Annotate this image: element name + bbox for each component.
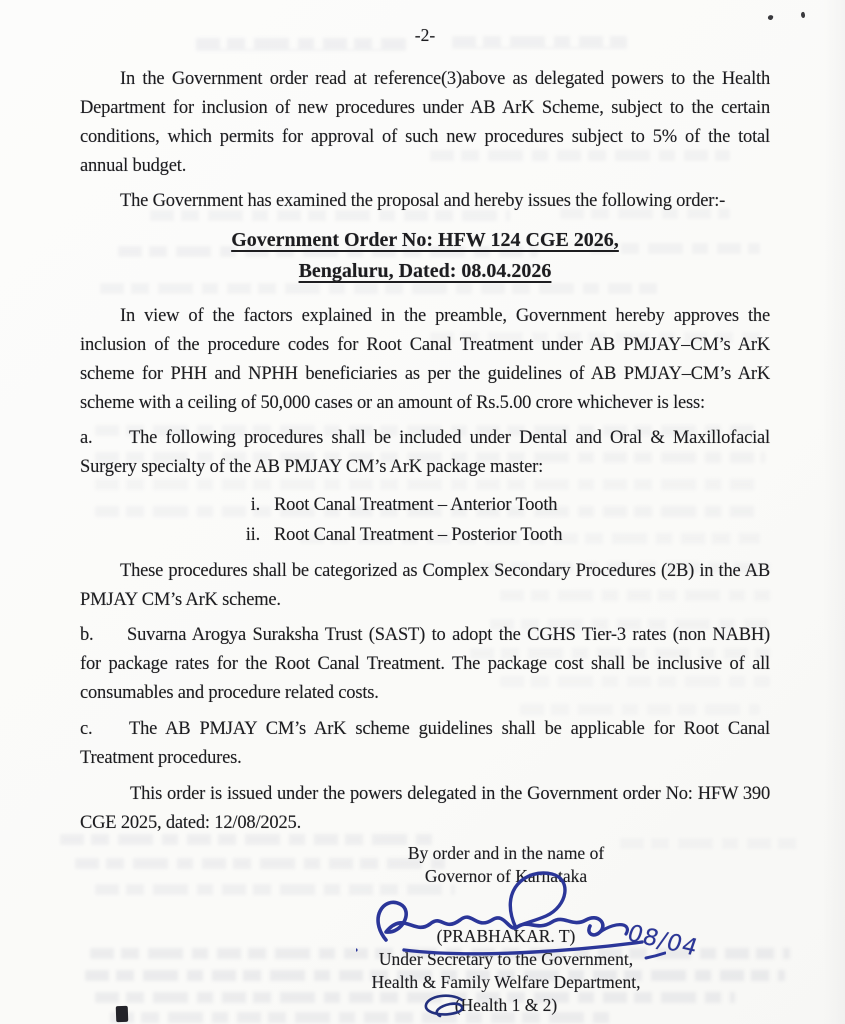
designation-line-1: Under Secretary to the Government,	[378, 949, 634, 969]
ink-speck	[800, 12, 805, 19]
signature-gap	[338, 888, 674, 925]
paragraph-categorized: These procedures shall be categorized as Complex Secondary Procedures (2B) in the AB PMJAY CM’s ArK scheme.	[80, 561, 770, 610]
order-number-line: Government Order No: HFW 124 CGE 2026,	[231, 229, 619, 251]
item-c	[80, 715, 770, 773]
sub-item-i-label: i.	[250, 495, 260, 515]
ink-speck	[767, 14, 773, 20]
paragraph-examined: The Government has examined the proposal and hereby issues the following order:-	[120, 191, 726, 211]
item-b-text: Suvarna Arogya Suraksha Trust (SAST) to adopt the CGHS Tier-3 rates (non NABH) for package rates for the Root Canal Treatment. The package cost shall be inclusive of all consumables and procedure related costs.	[80, 625, 770, 703]
item-a-text: The following procedures shall be included under Dental and Oral & Maxillofacial Surgery specialty of the AB PMJAY CM’s ArK package master:	[80, 428, 770, 477]
scan-corner-mark	[116, 1006, 129, 1022]
paragraph-preamble: In view of the factors explained in the preamble, Government hereby approves the inclusion of the procedure codes for Root Canal Treatment under AB PMJAY–CM’s ArK scheme for PHH and NPHH beneficiaries as per the guidelines of AB PMJAY–CM’s ArK scheme with a ceiling of 50,000 cases or an amount of Rs.5.00 crore whichever is less:	[80, 306, 770, 413]
procedure-sublist	[230, 490, 770, 550]
item-a-label: a.	[80, 428, 93, 448]
item-b-label: b.	[80, 625, 94, 645]
item-a	[80, 424, 770, 482]
document-body	[80, 24, 770, 1017]
page-number: -2-	[414, 25, 436, 45]
governor-line: Governor of Karnataka	[424, 866, 588, 886]
designation-line-2: Health & Family Welfare Department,	[371, 972, 641, 992]
sub-item-ii-label: ii.	[245, 525, 260, 545]
order-heading	[80, 225, 770, 287]
by-order-line: By order and in the name of	[407, 843, 605, 863]
signatory-name: (PRABHAKAR. T)	[436, 926, 576, 946]
item-b	[80, 621, 770, 708]
designation-line-3: (Health 1 & 2)	[454, 995, 558, 1015]
paragraph-powers: This order is issued under the powers delegated in the Government order No: HFW 390 CGE 2025, dated: 12/08/2025.	[80, 784, 770, 833]
sub-item-ii	[230, 520, 770, 550]
ink-flourish	[422, 994, 468, 1018]
item-c-label: c.	[80, 719, 93, 739]
sub-item-i	[230, 490, 770, 520]
designation-line-3-wrap	[338, 994, 674, 1017]
signature-block	[338, 842, 702, 1017]
sub-item-ii-text: Root Canal Treatment – Posterior Tooth	[274, 525, 563, 545]
handwritten-date: 08/04	[623, 920, 702, 962]
order-date-line: Bengaluru, Dated: 08.04.2026	[298, 260, 552, 282]
scan-edge-shadow	[823, 0, 845, 1024]
item-c-text: The AB PMJAY CM’s ArK scheme guidelines shall be applicable for Root Canal Treatment procedures.	[80, 719, 770, 768]
paragraph-intro: In the Government order read at reference(3)above as delegated powers to the Health Department for inclusion of new procedures under AB ArK Scheme, subject to the certain conditions, which permits for approval of such new procedures subject to 5% of the total annual budget.	[80, 69, 770, 176]
sub-item-i-text: Root Canal Treatment – Anterior Tooth	[274, 495, 558, 515]
